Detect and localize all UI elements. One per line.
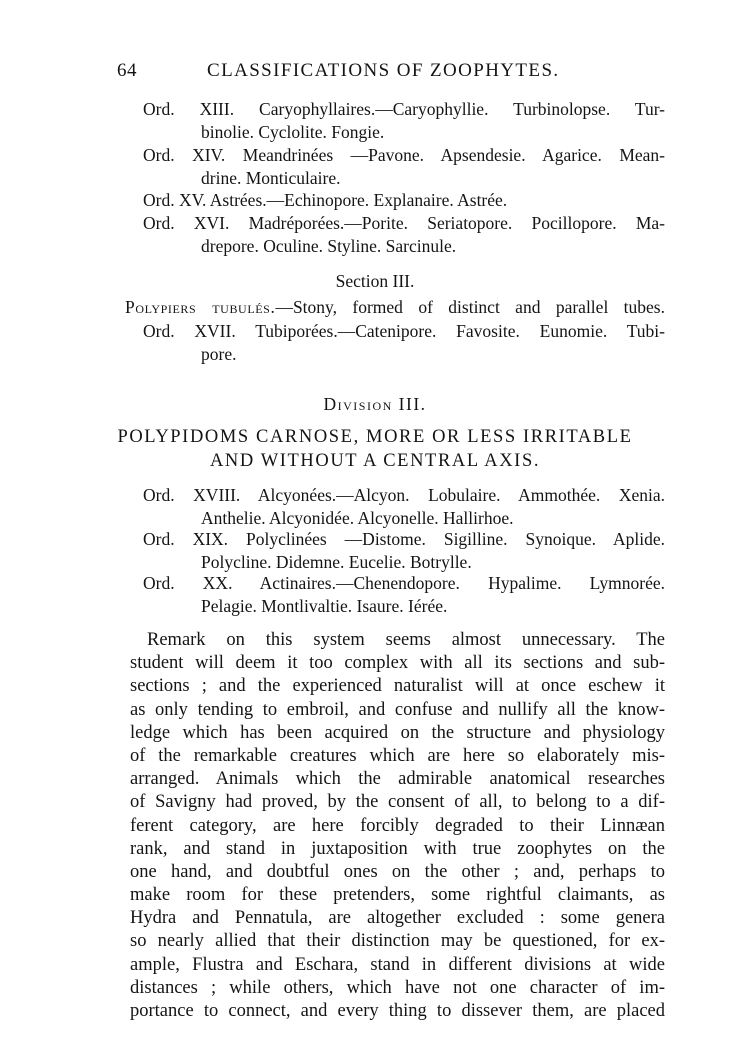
order-line: Ord. XIII. Caryophyllaires.—Caryophyllie. Turbinolopse. Tur-: [143, 99, 665, 119]
section-heading: Section III.: [335, 271, 415, 291]
paragraph-line: rank, and stand in juxtaposition with true zoophytes on the: [130, 838, 665, 859]
order-entry: [143, 320, 665, 366]
section-label: Polypiers tubulés.: [125, 297, 276, 317]
division-title: [0, 425, 750, 473]
running-head: CLASSIFICATIONS OF ZOOPHYTES.: [207, 60, 560, 81]
order-continuation: Pelagie. Montlivaltie. Isaure. Iérée.: [201, 596, 448, 616]
section-description: [125, 297, 665, 318]
paragraph-line: arranged. Animals which the admirable anatomical researches: [130, 769, 665, 790]
order-line: Ord. XVIII. Alcyonées.—Alcyon. Lobulaire. Ammothée. Xenia.: [143, 485, 665, 505]
paragraph-line: one hand, and doubtful ones on the other ; and, perhaps to: [130, 861, 665, 882]
order-entry: [143, 212, 665, 258]
paragraph-line: Hydra and Pennatula, are altogether excluded : some genera: [130, 908, 665, 929]
paragraph-line: sections ; and the experienced naturalist will at once eschew it: [130, 676, 665, 697]
order-entry: [143, 484, 665, 530]
order-entry: [143, 189, 507, 212]
order-line: Ord. XVI. Madréporées.—Porite. Seriatopore. Pocillopore. Ma-: [143, 213, 665, 233]
paragraph-line: portance to connect, and every thing to dissever them, are placed: [130, 1001, 665, 1021]
division-title-line: AND WITHOUT A CENTRAL AXIS.: [209, 451, 541, 471]
paragraph-line: of Savigny had proved, by the consent of all, to belong to a dif-: [130, 792, 665, 813]
order-line: Ord. XX. Actinaires.—Chenendopore. Hypalime. Lymnorée.: [143, 573, 665, 593]
paragraph-line: of the remarkable creatures which are here so elaborately mis-: [130, 745, 665, 766]
order-entry: [143, 572, 665, 618]
order-continuation: Polycline. Didemne. Eucelie. Botrylle.: [201, 552, 472, 572]
paragraph-line: ample, Flustra and Eschara, stand in different divisions at wide: [130, 954, 665, 975]
paragraph-line: ferent category, are here forcibly degraded to their Linnæan: [130, 815, 665, 836]
paragraph-line: student will deem it too complex with all its sections and sub-: [130, 653, 665, 674]
paragraph-line: make room for these pretenders, some rightful claimants, as: [130, 885, 665, 906]
order-entry: [143, 98, 665, 144]
order-continuation: drepore. Oculine. Styline. Sarcinule.: [201, 236, 457, 256]
division-title-line: POLYPIDOMS CARNOSE, MORE OR LESS IRRITABLE: [117, 427, 633, 447]
order-line: Ord. XIX. Polyclinées —Distome. Sigilline. Synoique. Aplide.: [143, 529, 665, 549]
paragraph-line: distances ; while others, which have not one character of im-: [130, 977, 665, 998]
order-continuation: drine. Monticulaire.: [201, 168, 341, 188]
order-line: Ord. XIV. Meandrinées —Pavone. Apsendesie. Agarice. Mean-: [143, 145, 665, 165]
paragraph-line: as only tending to embroil, and confuse and nullify all the know-: [130, 699, 665, 720]
order-entry: [143, 528, 665, 574]
order-continuation: Anthelie. Alcyonidée. Alcyonelle. Hallirhoe.: [201, 508, 514, 528]
order-continuation: binolie. Cyclolite. Fongie.: [201, 122, 385, 142]
page-header: [117, 60, 677, 88]
paragraph-line: ledge which has been acquired on the structure and physiology: [130, 722, 665, 743]
order-entry: [143, 144, 665, 190]
page-number: 64: [117, 60, 137, 81]
order-line: Ord. XVII. Tubiporées.—Catenipore. Favosite. Eunomie. Tubi-: [143, 321, 665, 341]
paragraph-line: so nearly allied that their distinction may be questioned, for ex-: [130, 931, 665, 952]
paragraph-line: Remark on this system seems almost unnecessary. The: [147, 630, 665, 650]
order-line: Ord. XV. Astrées.—Echinopore. Explanaire. Astrée.: [143, 190, 508, 210]
remark-paragraph: [130, 629, 665, 1023]
division-heading: Division III.: [323, 394, 427, 414]
order-continuation: pore.: [201, 344, 237, 364]
section-text: —Stony, formed of distinct and parallel tubes.: [275, 297, 665, 317]
